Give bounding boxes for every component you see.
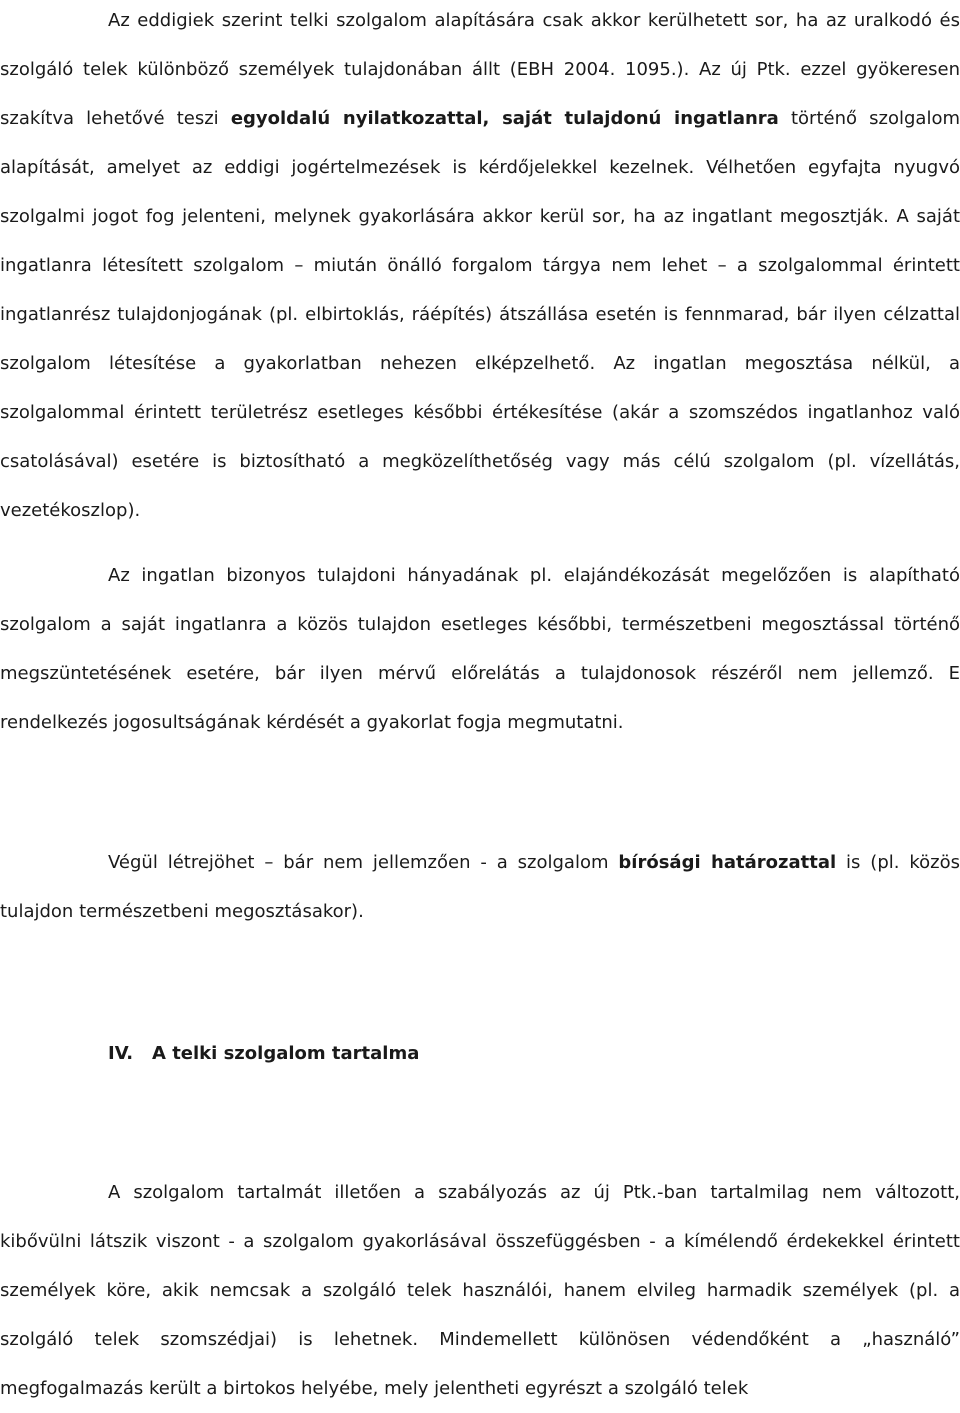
- bold-text-run: bírósági határozattal: [618, 852, 837, 873]
- text-run: Az eddigiek szerint telki szolgalom alapítására csak akkor kerülhetett sor, ha az uralkodó és szolgáló telek különböző személyek tulajdonában állt (EBH 2004. 1095.). Az új Ptk. ezzel gyökeresen szakítva lehetővé teszi: [0, 10, 960, 129]
- section-number: IV.: [108, 1043, 134, 1064]
- paragraph-4: [0, 1168, 960, 1413]
- paragraph-2: [0, 551, 960, 747]
- paragraph-1: [0, 0, 960, 535]
- text-run: történő szolgalom alapítását, amelyet az eddigi jogértelmezések is kérdőjelekkel kezelnek. Vélhetően egyfajta nyugvó szolgalmi jogot fog jelenteni, melynek gyakorlására akkor kerül sor, ha az ingatlant megosztják. A saját ingatlanra létesített szolgalom – miután önálló forgalom tárgya nem lehet – a szolgalommal érintett ingatlanrész tulajdonjogának (pl. elbirtoklás, ráépítés) átszállása esetén is fennmarad, bár ilyen célzattal szolgalom létesítése a gyakorlatban nehezen elképzelhető. Az ingatlan megosztása nélkül, a szolgalommal érintett területrész esetleges későbbi értékesítése (akár a szomszédos ingatlanhoz való csatolásával) esetére is biztosítható a megközelíthetőség vagy más célú szolgalom (pl. vízellátás, vezetékoszlop).: [0, 108, 960, 521]
- text-run: A szolgalom tartalmát illetően a szabályozás az új Ptk.-ban tartalmilag nem változott, kibővülni látszik viszont - a szolgalom gyakorlásával összefüggésben - a kímélendő érdekekkel érintett személyek köre, akik nemcsak a szolgáló telek használói, hanem elvileg harmadik személyek (pl. a szolgáló telek szomszédjai) is lehetnek. Mindemellett különösen védendőként a „használó” megfogalmazás került a birtokos helyébe, mely jelentheti egyrészt a szolgáló telek: [0, 1182, 960, 1399]
- section-heading: [108, 1029, 419, 1078]
- bold-text-run: egyoldalú nyilatkozattal, saját tulajdonú ingatlanra: [230, 108, 779, 129]
- section-title: A telki szolgalom tartalma: [152, 1043, 420, 1064]
- text-run: Végül létrejöhet – bár nem jellemzően - a szolgalom: [108, 852, 619, 873]
- text-run: is (pl. közös tulajdon természetbeni megosztásakor).: [0, 852, 960, 922]
- paragraph-3: [0, 838, 960, 936]
- text-run: Az ingatlan bizonyos tulajdoni hányadának pl. elajándékozását megelőzően is alapítható szolgalom a saját ingatlanra a közös tulajdon esetleges későbbi, természetbeni megosztással történő megszüntetésének esetére, bár ilyen mérvű előrelátás a tulajdonosok részéről nem jellemző. E rendelkezés jogosultságának kérdését a gyakorlat fogja megmutatni.: [0, 565, 960, 733]
